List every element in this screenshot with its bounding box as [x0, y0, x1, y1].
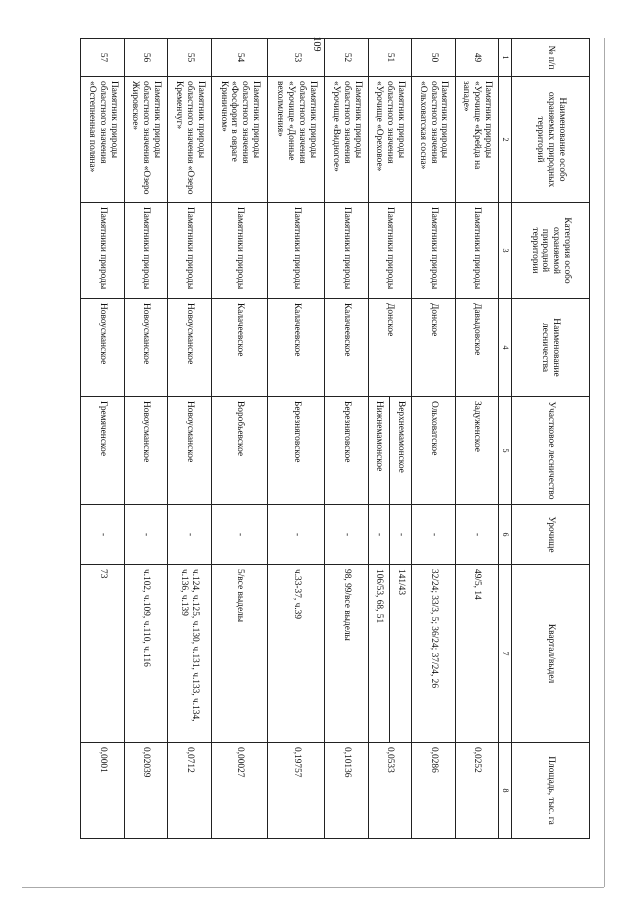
quarter: 98, 99/все выделы: [325, 565, 368, 743]
area-value: 0,0001: [81, 743, 125, 839]
area-name: Памятник природы областного значения «Остепненная поляна»: [81, 77, 125, 203]
protected-areas-table: [80, 38, 590, 839]
column-number-row: [499, 39, 512, 839]
district-forestry: Березняговское: [325, 397, 368, 505]
column-number: 2: [499, 77, 512, 203]
row-number: 55: [168, 39, 211, 77]
table-row: [211, 39, 268, 839]
area-value: 0,00027: [211, 743, 268, 839]
tract: -: [268, 505, 325, 565]
table-row: [390, 39, 412, 839]
quarter: 32/24; 33/3, 5; 36/24; 37/24, 26: [412, 565, 455, 743]
district-forestry: Гремяченское: [81, 397, 125, 505]
area-name: Памятник природы областного значения «Ольховатская сосна»: [412, 77, 455, 203]
tract: -: [124, 505, 167, 565]
district-forestry: Новоусманское: [124, 397, 167, 505]
scan-edge-rule: [22, 887, 604, 888]
tract: -: [390, 505, 412, 565]
category: Памятники природы: [455, 203, 498, 299]
column-number: 1: [499, 39, 512, 77]
district-forestry: Воробьевское: [211, 397, 268, 505]
area-value: 0,10136: [325, 743, 368, 839]
table-row: [168, 39, 211, 839]
area-value: 0,19757: [268, 743, 325, 839]
tract: -: [211, 505, 268, 565]
row-number: 54: [211, 39, 268, 77]
category: Памятники природы: [368, 203, 411, 299]
table-row: [268, 39, 325, 839]
forestry: Новоусманское: [124, 299, 167, 397]
table-row: [81, 39, 125, 839]
forestry: Калачеевское: [325, 299, 368, 397]
header-cell: Наименование лесничества: [512, 299, 590, 397]
area-name: Памятник природы областного значения «Урочище «Видногое»: [325, 77, 368, 203]
area-name: Памятник природы «Урочище «Крейда на западе»: [455, 77, 498, 203]
scan-edge-rule: [604, 38, 605, 887]
area-value: 0,02039: [124, 743, 167, 839]
district-forestry: Верхнемамонское: [390, 397, 412, 505]
category: Памятники природы: [412, 203, 455, 299]
district-forestry: Ольховатское: [412, 397, 455, 505]
quarter: 49/5, 14: [455, 565, 498, 743]
area-name: Памятник природы областного значения «Озеро Кременчуг»: [168, 77, 211, 203]
area-value: 0,0252: [455, 743, 498, 839]
table-row: [455, 39, 498, 839]
district-forestry: Новоусманское: [168, 397, 211, 505]
table-row: [412, 39, 455, 839]
category: Памятники природы: [168, 203, 211, 299]
page-number: 109: [311, 36, 322, 52]
category: Памятники природы: [325, 203, 368, 299]
category: Памятники природы: [268, 203, 325, 299]
quarter: ч.102, ч.109, ч.110, ч.116: [124, 565, 167, 743]
row-number: 51: [368, 39, 411, 77]
quarter: 5/все выделы: [211, 565, 268, 743]
column-number: 3: [499, 203, 512, 299]
table-row: [124, 39, 167, 839]
area-value: 0,0533: [368, 743, 411, 839]
header-cell: Категория особо охраняемой природной территории: [512, 203, 590, 299]
area-name: Памятник природы областного значения «Урочище «Ореховое»: [368, 77, 411, 203]
area-name: Памятник природы областного значения «Озеро Жировское»: [124, 77, 167, 203]
area-name: Памятник природы областного значения «Урочище «Донные вехолмления»: [268, 77, 325, 203]
district-forestry: Березняговское: [268, 397, 325, 505]
forestry: Донское: [368, 299, 411, 397]
table-header-row: [512, 39, 590, 839]
quarter: 73: [81, 565, 125, 743]
tract: -: [325, 505, 368, 565]
quarter: ч.124, ч.125, ч.130, ч.131, ч.133, ч.134, ч.136, ч.139: [168, 565, 211, 743]
column-number: 8: [499, 743, 512, 839]
tract: -: [455, 505, 498, 565]
quarter: ч.33-37, ч.39: [268, 565, 325, 743]
header-cell: Наименование особо охраняемых природных территорий: [512, 77, 590, 203]
tract: -: [412, 505, 455, 565]
forestry: Новоусманское: [168, 299, 211, 397]
category: Памятники природы: [211, 203, 268, 299]
column-number: 4: [499, 299, 512, 397]
district-forestry: Нижнемамонское: [368, 397, 390, 505]
area-value: 0,0712: [168, 743, 211, 839]
category: Памятники природы: [124, 203, 167, 299]
row-number: 53: [268, 39, 325, 77]
category: Памятники природы: [81, 203, 125, 299]
header-cell: Участковое лесничество: [512, 397, 590, 505]
table-row: [325, 39, 368, 839]
quarter: 141/43: [390, 565, 412, 743]
forestry: Новоусманское: [81, 299, 125, 397]
area-name: Памятник природы областного значения «Фосфорит в овраге Криничном»: [211, 77, 268, 203]
column-number: 5: [499, 397, 512, 505]
rotated-table-container: [80, 38, 590, 838]
header-cell: Квартал/выдел: [512, 565, 590, 743]
quarter: 106/53, 68, 51: [368, 565, 390, 743]
row-number: 50: [412, 39, 455, 77]
header-cell: № п/п: [512, 39, 590, 77]
district-forestry: Задуженское: [455, 397, 498, 505]
row-number: 56: [124, 39, 167, 77]
forestry: Донское: [412, 299, 455, 397]
header-cell: Урочище: [512, 505, 590, 565]
tract: -: [368, 505, 390, 565]
column-number: 7: [499, 565, 512, 743]
row-number: 49: [455, 39, 498, 77]
row-number: 57: [81, 39, 125, 77]
tract: -: [81, 505, 125, 565]
row-number: 52: [325, 39, 368, 77]
area-value: 0,0286: [412, 743, 455, 839]
forestry: Калачеевское: [268, 299, 325, 397]
forestry: Калачеевское: [211, 299, 268, 397]
forestry: Давыдовское: [455, 299, 498, 397]
column-number: 6: [499, 505, 512, 565]
tract: -: [168, 505, 211, 565]
header-cell: Площадь, тыс. га: [512, 743, 590, 839]
